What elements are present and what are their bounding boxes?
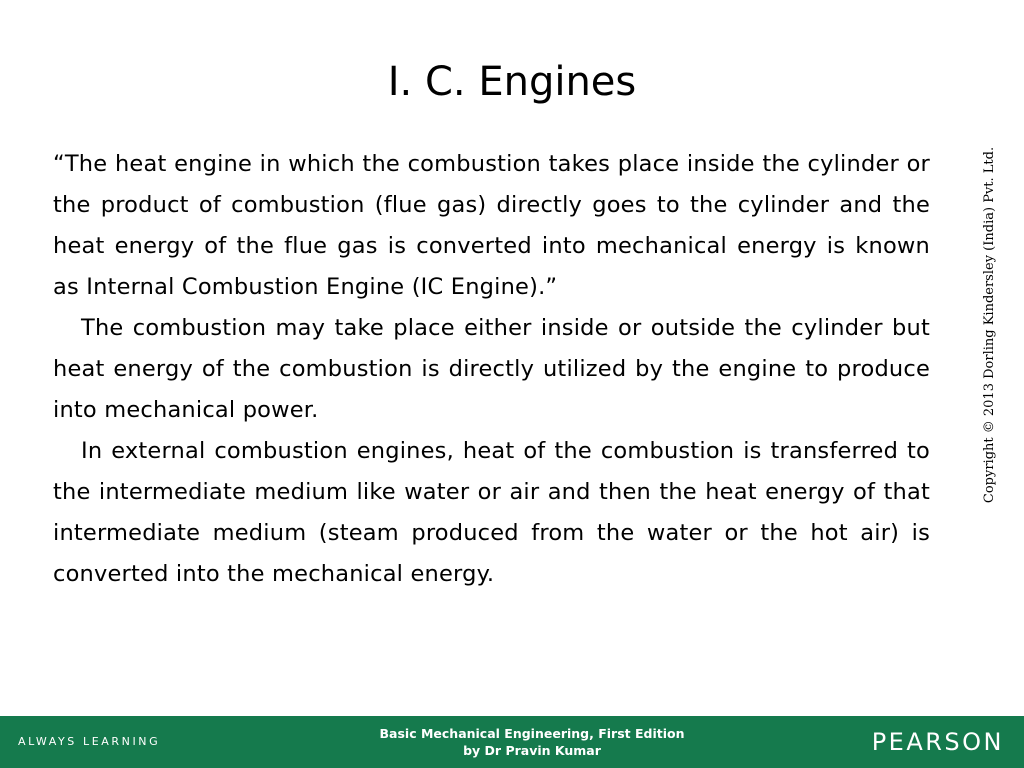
paragraph-external-combustion: In external combustion engines, heat of the combustion is transferred to the intermediate medium like water or air and then the heat energy of that intermediate medium (steam produced from the water or the hot air) is converted into the mechanical energy. [53, 438, 930, 587]
copyright-text: Copyright © 2013 Dorling Kindersley (India) Pvt. Ltd. [982, 146, 997, 504]
paragraph-definition: “The heat engine in which the combustion takes place inside the cylinder or the product of combustion (flue gas) directly goes to the cylinder and the heat energy of the flue gas is converted into mechanical energy is known as Internal Combustion Engine (IC Engine).” [53, 151, 930, 300]
pearson-logo: PEARSON [871, 728, 1004, 756]
footer-book-info [312, 725, 752, 759]
slide-body [53, 144, 930, 595]
footer-book-title: Basic Mechanical Engineering, First Edition [379, 726, 685, 741]
footer-tagline: ALWAYS LEARNING [18, 735, 161, 748]
paragraph-combustion-location: The combustion may take place either inside or outside the cylinder but heat energy of the combustion is directly utilized by the engine to produce into mechanical power. [53, 315, 930, 423]
footer-book-author: by Dr Pravin Kumar [463, 743, 601, 758]
slide-title: I. C. Engines [387, 59, 637, 105]
footer-bar [0, 716, 1024, 768]
